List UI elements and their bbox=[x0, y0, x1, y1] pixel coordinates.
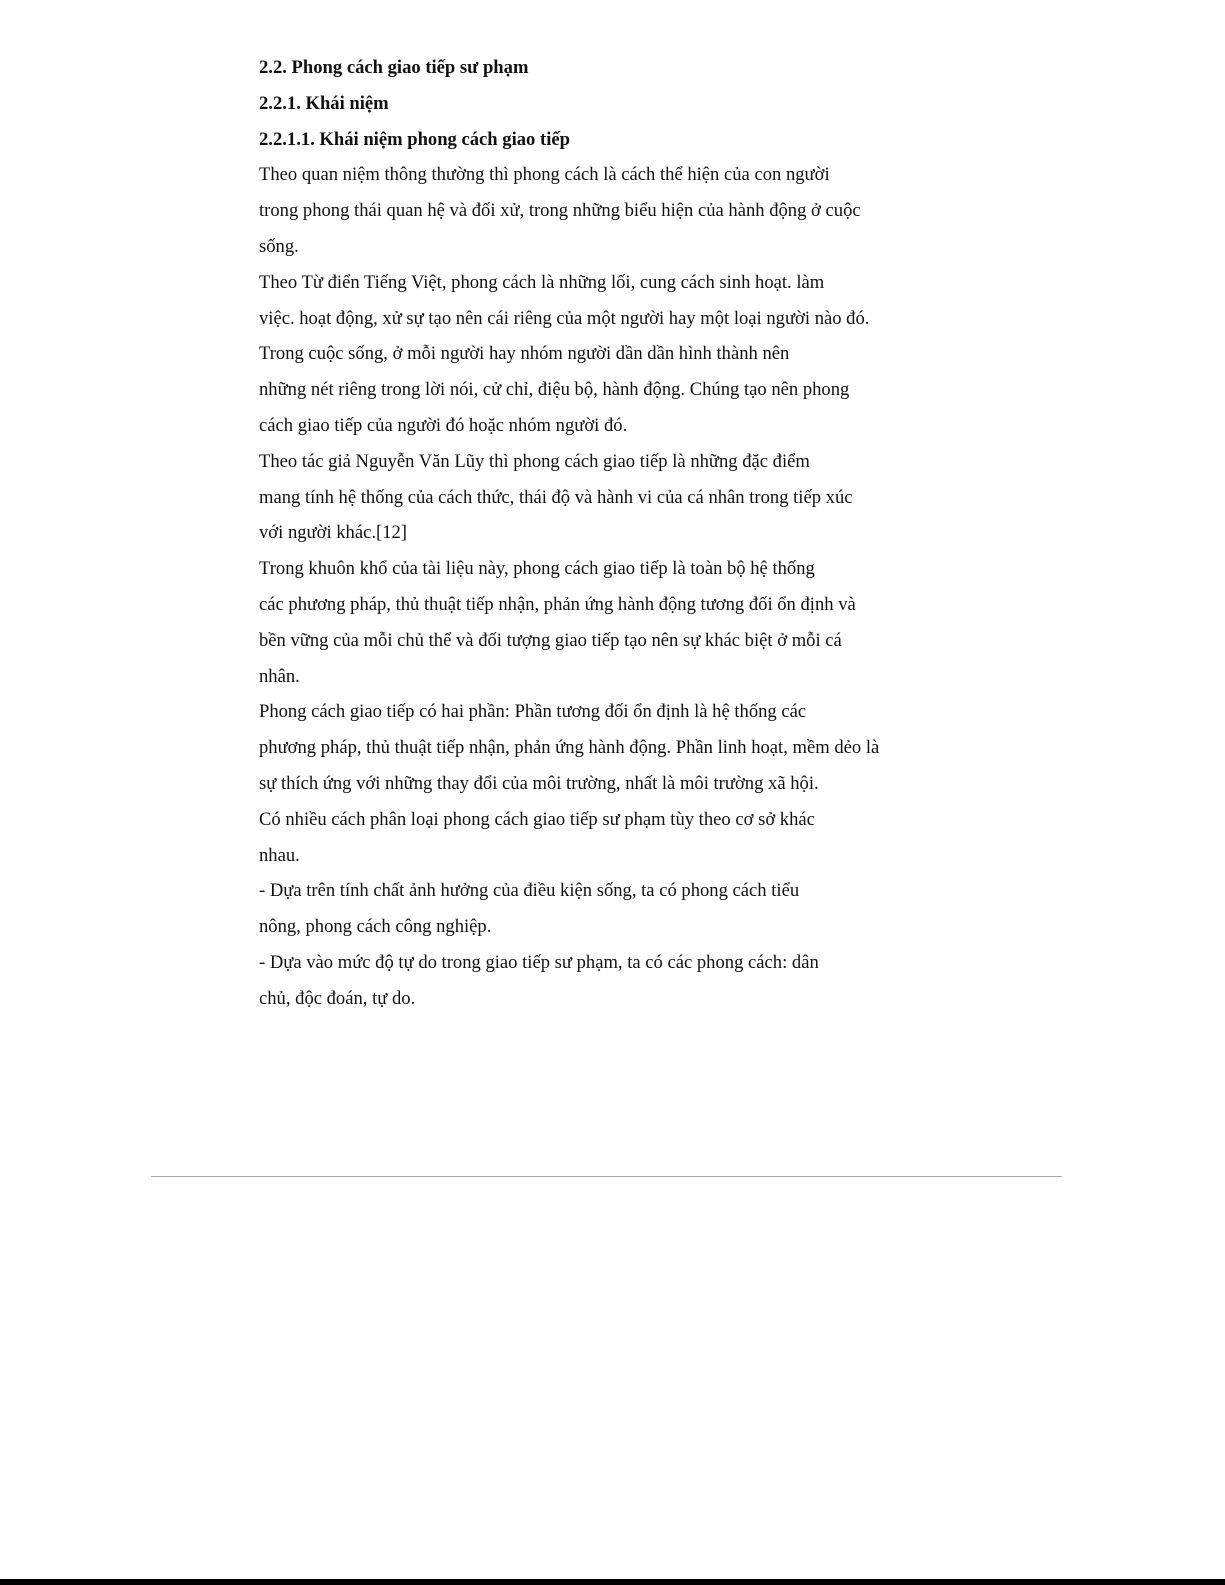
text-line: Trong cuộc sống, ở mỗi người hay nhóm người dần dần hình thành nên bbox=[259, 343, 790, 365]
text-line: cách giao tiếp của người đó hoặc nhóm người đó. bbox=[259, 414, 628, 436]
text-line: sự thích ứng với những thay đổi của môi trường, nhất là môi trường xã hội. bbox=[259, 772, 819, 794]
text-line: với người khác.[12] bbox=[259, 522, 407, 544]
page-separator-line bbox=[151, 1176, 1062, 1177]
text-line: các phương pháp, thủ thuật tiếp nhận, phản ứng hành động tương đối ổn định và bbox=[259, 593, 856, 615]
document-body bbox=[259, 50, 939, 1017]
page-bottom-edge bbox=[0, 1579, 1225, 1585]
subsubsection-heading: 2.2.1.1. Khái niệm phong cách giao tiếp bbox=[259, 128, 570, 150]
text-line: Theo quan niệm thông thường thì phong cách là cách thể hiện của con người bbox=[259, 164, 830, 186]
text-line: Trong khuôn khổ của tài liệu này, phong cách giao tiếp là toàn bộ hệ thống bbox=[259, 558, 815, 580]
text-line: Theo tác giả Nguyễn Văn Lũy thì phong cách giao tiếp là những đặc điểm bbox=[259, 450, 810, 472]
text-line: bền vững của mỗi chủ thể và đối tượng giao tiếp tạo nên sự khác biệt ở mỗi cá bbox=[259, 629, 842, 651]
text-line: phương pháp, thủ thuật tiếp nhận, phản ứng hành động. Phần linh hoạt, mềm dẻo là bbox=[259, 737, 880, 759]
text-line: - Dựa vào mức độ tự do trong giao tiếp sư phạm, ta có các phong cách: dân bbox=[259, 951, 819, 973]
text-line: nông, phong cách công nghiệp. bbox=[259, 916, 492, 938]
text-line: trong phong thái quan hệ và đối xử, trong những biểu hiện của hành động ở cuộc bbox=[259, 200, 861, 222]
text-line: mang tính hệ thống của cách thức, thái độ và hành vi của cá nhân trong tiếp xúc bbox=[259, 486, 853, 508]
text-line: Có nhiều cách phân loại phong cách giao tiếp sư phạm tùy theo cơ sở khác bbox=[259, 808, 815, 830]
text-line: - Dựa trên tính chất ảnh hưởng của điều kiện sống, ta có phong cách tiểu bbox=[259, 880, 800, 902]
text-line: những nét riêng trong lời nói, cử chỉ, điệu bộ, hành động. Chúng tạo nên phong bbox=[259, 379, 850, 401]
text-line: sống. bbox=[259, 235, 299, 257]
text-line: Phong cách giao tiếp có hai phần: Phần tương đối ổn định là hệ thống các bbox=[259, 701, 807, 723]
text-line: Theo Từ điển Tiếng Việt, phong cách là những lối, cung cách sinh hoạt. làm bbox=[259, 271, 825, 293]
text-line: việc. hoạt động, xử sự tạo nên cái riêng của một người hay một loại người nào đó. bbox=[259, 307, 870, 329]
subsection-heading: 2.2.1. Khái niệm bbox=[259, 92, 389, 114]
section-heading: 2.2. Phong cách giao tiếp sư phạm bbox=[259, 57, 529, 78]
text-line: nhân. bbox=[259, 665, 300, 687]
text-line: nhau. bbox=[259, 844, 300, 866]
text-line: chủ, độc đoán, tự do. bbox=[259, 987, 416, 1009]
